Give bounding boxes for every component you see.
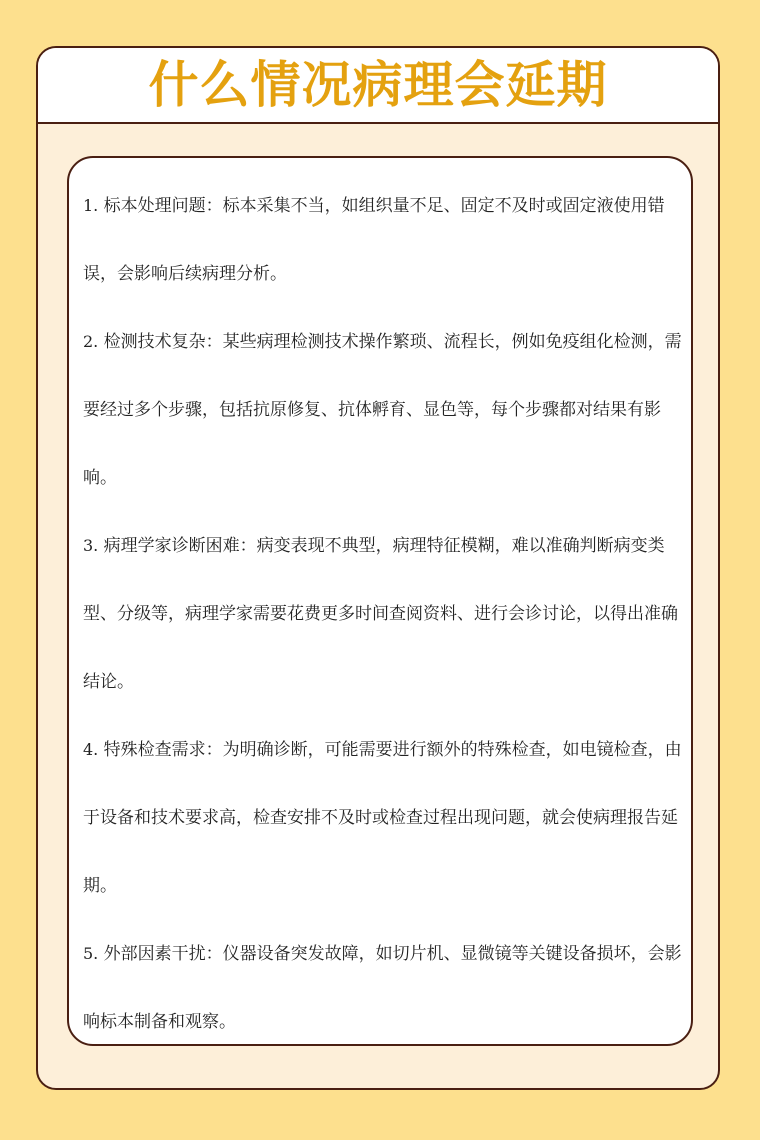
item-number: 3. xyxy=(83,536,99,555)
list-item-2 xyxy=(83,308,683,512)
page-title: 什么情况病理会延期 xyxy=(148,56,608,114)
list-item-1 xyxy=(83,172,683,308)
item-text: 标本处理问题：标本采集不当，如组织量不足、固定不及时或固定液使用错误，会影响后续病理分析。 xyxy=(83,196,665,284)
list-item-3 xyxy=(83,512,683,716)
item-number: 4. xyxy=(83,740,99,759)
list-item-5 xyxy=(83,920,683,1056)
item-text: 外部因素干扰：仪器设备突发故障，如切片机、显微镜等关键设备损坏，会影响标本制备和观察。 xyxy=(83,944,682,1032)
item-number: 5. xyxy=(83,944,99,963)
item-text: 特殊检查需求：为明确诊断，可能需要进行额外的特殊检查，如电镜检查，由于设备和技术要求高，检查安排不及时或检查过程出现问题，就会使病理报告延期。 xyxy=(83,740,682,896)
header-band xyxy=(38,48,718,124)
item-text: 病理学家诊断困难：病变表现不典型，病理特征模糊，难以准确判断病变类型、分级等，病理学家需要花费更多时间查阅资料、进行会诊讨论，以得出准确结论。 xyxy=(83,536,678,692)
item-number: 2. xyxy=(83,332,99,351)
content-card xyxy=(67,156,693,1046)
item-number: 1. xyxy=(83,196,99,215)
item-text: 检测技术复杂：某些病理检测技术操作繁琐、流程长，例如免疫组化检测，需要经过多个步骤，包括抗原修复、抗体孵育、显色等，每个步骤都对结果有影响。 xyxy=(83,332,682,488)
list-item-4 xyxy=(83,716,683,920)
